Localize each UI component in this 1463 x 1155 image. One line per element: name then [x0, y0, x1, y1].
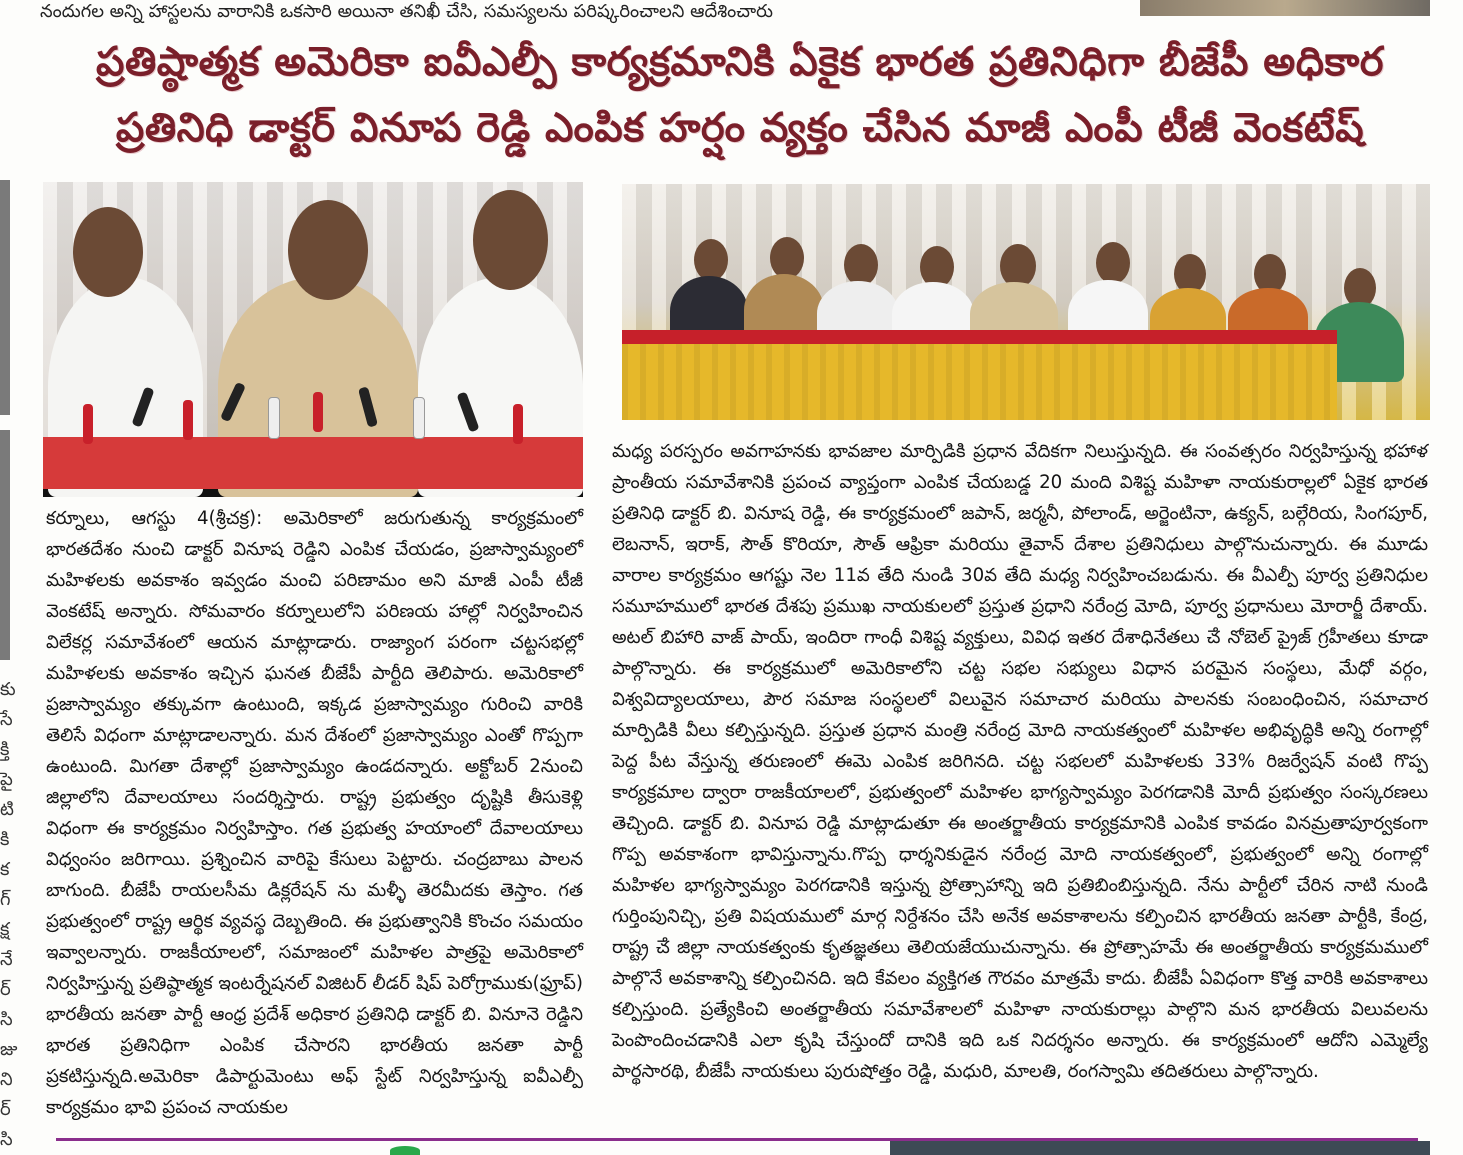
edge-char: క: [0, 859, 10, 880]
edge-char: నే: [0, 949, 13, 970]
edge-char: పై: [0, 769, 13, 790]
panel-photo: [622, 184, 1430, 420]
edge-char: ని: [0, 1069, 13, 1090]
person-left-head: [73, 207, 143, 297]
microphone: [313, 392, 323, 432]
article-text-left: కర్నూలు, ఆగస్టు 4(శ్రీచక్ర): అమెరికాలో జరుగుతున్న కార్యక్రమంలో భారతదేశం నుంచి డాక్టర్ వినూష రెడ్డిని ఎంపిక చేయడం, ప్రజాస్వామ్యంలో మహిళలకు అవకాశం ఇవ్వడం మంచి పరిణామం అని మాజీ ఎంపీ టీజీ వెంకటేష్ అన్నారు. సోమవారం కర్నూలులోని పరిణయ హాల్లో నిర్వహించిన విలేకర్ల సమావేశంలో ఆయన మాట్లాడారు. రాజ్యాంగ పరంగా చట్టసభల్లో మహిళలకు అవకాశం ఇచ్చిన ఘనత బీజేపీ పార్టీది తెలిపారు. అమెరికాలో ప్రజాస్వామ్యం తక్కువగా ఉంటుంది, ఇక్కడ ప్రజాస్వామ్యం గురించి వారికి తెలిసే విధంగా మాట్లాడాలన్నారు. మన దేశంలో ప్రజాస్వామ్యం ఎంతో గొప్పగా ఉంటుంది. మిగతా దేశాల్లో ప్రజాస్వామ్యం ఉండదన్నారు. అక్టోబర్ 2నుంచి జిల్లాలోని దేవాలయాలు సందర్శిస్తారు. రాష్ట్ర ప్రభుత్వం దృష్టికి తీసుకెళ్లి విధంగా ఈ కార్యక్రమం నిర్వహిస్తాం. గత ప్రభుత్వ హయాంలో దేవాలయాలు విధ్వంసం జరిగాయి. ప్రశ్నించిన వారిపై కేసులు పెట్టారు. చంద్రబాబు పాలన బాగుంది. బీజేపీ రాయలసీమ డిక్లరేషన్ ను మళ్ళీ తెరమీదకు తెస్తాం. గత ప్రభుత్వంలో రాష్ట్ర ఆర్థిక వ్యవస్థ దెబ్బతింది. ఈ ప్రభుత్వానికి కొంచం సమయం ఇవ్వాలన్నారు. రాజకీయాలలో, సమాజంలో మహిళల పాత్రపై అమెరికాలో నిర్వహిస్తున్న ప్రతిష్ఠాత్మక ఇంటర్నేషనల్ విజిటర్ లీడర్ షిప్ పెరోగ్రాముకు(ఫ్రూప్) భారతీయ జనతా పార్టీ ఆంధ్ర ప్రదేశ్ అధికార ప్రతినిధి డాక్టర్ బి. వినూనె రెడ్డిని భారత ప్రతినిధిగా ఎంపిక చేసారని భారతీయ జనతా పార్టీ ప్రకటిస్తున్నది.అమెరికా డిపార్టుమెంటు అఫ్ స్టేట్ నిర్వహిస్తున్న ఐవీఎల్పీ కార్యక్రమం భావి ప్రపంచ నాయకుల: [46, 508, 583, 1118]
top-photo-fragment: [1140, 0, 1430, 16]
edge-char: సి: [0, 1009, 13, 1030]
microphone: [268, 397, 280, 439]
panel-member-head: [770, 237, 804, 279]
person-center-head: [288, 200, 368, 300]
microphone: [413, 397, 425, 439]
headline-line-2: ప్రతినిధి డాక్టర్ వినూప రెడ్డి ఎంపిక హర్షం వ్యక్తం చేసిన మాజీ ఎంపీ టీజీ వెంకటేష్: [115, 105, 1365, 151]
microphone: [183, 400, 193, 440]
edge-char: ర్: [0, 1099, 11, 1120]
microphone: [513, 404, 523, 444]
article-column-left: [46, 503, 583, 1123]
previous-article-snippet: నందుగల అన్ని హాస్టలను వారానికి ఒకసారి అయినా తనిఖీ చేసి, సమస్యలను పరిష్కరించాలని ఆదేశించారు: [40, 1, 774, 22]
edge-char: కి: [0, 829, 10, 850]
article-column-right: [612, 436, 1428, 1087]
edge-char: ర్: [0, 979, 11, 1000]
yellow-table-cloth: [622, 334, 1337, 420]
headline-line-1: ప్రతిష్ఠాత్మక అమెరికా ఐవీఎల్పీ కార్యక్రమానికి ఏకైక భారత ప్రతినిధిగా బీజేపీ అధికార: [96, 39, 1384, 85]
press-meet-photo: [43, 182, 583, 497]
edge-char: సే: [0, 709, 13, 730]
edge-char: జు: [0, 1039, 18, 1060]
adjacent-column-edge: [0, 180, 18, 1150]
article-text-right: మధ్య పరస్పరం అవగాహనకు భావజాల మార్పిడికి ప్రధాన వేదికగా నిలుస్తున్నది. ఈ సంవత్సరం నిర్వహిస్తున్న భహాళ ప్రాంతీయ సమావేశానికి ప్రపంచ వ్యాప్తంగా ఎంపిక చేయబడ్డ 20 మంది విశిష్ట మహిళా నాయకురాల్లలో ఏకైక భారత ప్రతినిధి డాక్టర్ బి. వినూష రెడ్డి, ఈ కార్యక్రమంలో జపాన్, జర్మనీ, పోలాండ్, అర్జెంటినా, ఉక్యన్, బల్గేరియ, సింగపూర్, లెబనాన్, ఇరాక్, సౌత్ కొరియా, సౌత్ ఆఫ్రికా మరియు తైవాన్ దేశాల ప్రతినిధులు పాల్గొనుచున్నారు. ఈ మూడు వారాల కార్యక్రమం ఆగష్టు నెల 11వ తేది నుండి 30వ తేది మధ్య నిర్వహించబడును. ఈ వీఎల్పీ పూర్వ ప్రతినిధుల సమూహములో భారత దేశపు ప్రముఖ నాయకులలో ప్రస్తుత ప్రధాని నరేంద్ర మోది, పూర్వ ప్రధానులు మోరార్జీ దేశాయ్. అటల్ బిహారి వాజ్ పాయ్, ఇందిరా గాంధీ విశిష్ట వ్యక్తులు, వివిధ ఇతర దేశాధినేతలు ౘ నోబెల్ ప్రైజ్ గ్రహీతలు కూడా పాల్గొన్నారు. ఈ కార్యక్రములో అమెరికాలోని చట్ట సభల సభ్యులు విధాన పరమైన సంస్థలు, మేధో వర్గం, విశ్వవిద్యాలయాలు, పౌర సమాజ సంస్థలలో విలువైన సమాచార మరియు పాలనకు సంబంధించిన, సమాచార మార్పిడికి వీలు కల్పిస్తున్నది. ప్రస్తుత ప్రధాన మంత్రి నరేంద్ర మోది నాయకత్వంలో మహిళల అభివృద్ధికి అన్ని రంగాల్లో పెద్ద పీట వేస్తున్న తరుణంలో ఈమె ఎంపిక జరిగినది. చట్ట సభలలో మహిళలకు 33% రిజర్వేషన్ వంటి గొప్ప కార్యక్రమాల ద్వారా రాజకీయాలలో, ప్రభుత్వంలో మహిళల భాగ్యస్వామ్యం పెరగడానికి మోదీ ప్రభుత్వం సంస్కరణలు తెచ్చింది. డాక్టర్ బి. వినూప రెడ్డి మాట్లాడుతూ ఈ అంతర్జాతీయ కార్యక్రమానికి ఎంపిక కావడం వినమ్రతాపూర్వకంగా గొప్ప అవకాశంగా భావిస్తున్నాను.గొప్ప ధార్శనికుడైన నరేంద్ర మోది నాయకత్వంలో, ప్రభుత్వంలో అన్ని రంగాల్లో మహిళల భాగ్యస్వామ్యం పెరగడానికి ఇస్తున్న ప్రోత్సాహాన్ని ఇది ప్రతిబింబిస్తున్నది. నేను పార్టీలో చేరిన నాటి నుండి గుర్తింపునిచ్చి, ప్రతి విషయములో మార్గ నిర్దేశనం చేసి అనేక అవకాశాలను కల్పించిన భారతీయ జనతా పార్టీకి, కేంద్ర, రాష్ట్ర ౘ జిల్లా నాయకత్వంకు కృతజ్ఞతలు తెలియజేయుచున్నాను. ఈ ప్రోత్సాహమే ఈ అంతర్జాతీయ కార్యక్రమములో పాల్గొనే అవకాశాన్ని కల్పించినది. ఇది కేవలం వ్యక్తిగత గౌరవం మాత్రమే కాదు. బీజేపీ ఏవిధంగా కొత్త వారికి అవకాశాలు కల్పిస్తుంది. ప్రత్యేకించి అంతర్జాతీయ సమావేశాలలో మహిళా నాయకురాల్లు పాల్గొని మన భారతీయ విలువలను పెంపొందించడానికి ఎలా కృషి చేస్తుందో దానికి ఇది ఒక నిదర్శనం అన్నారు. ఈ కార్యక్రమంలో ఆదోని ఎమ్మెల్యే పార్థసారథి, బీజేపీ నాయకులు పురుషోత్తం రెడ్డి, మధురి, మాలతి, రంగస్వామి తదితరులు పాల్గొన్నారు.: [612, 441, 1428, 1082]
edge-photo-fragment: [0, 430, 10, 660]
edge-char: క్తి: [0, 739, 10, 760]
edge-char: టి: [0, 799, 14, 820]
person-right-head: [473, 190, 548, 290]
edge-text: [0, 675, 17, 1155]
edge-char: సి: [0, 1129, 13, 1150]
panel-member-head: [1096, 242, 1130, 284]
next-article-fragment: [390, 1146, 420, 1155]
edge-photo-fragment: [0, 180, 10, 415]
edge-char: గ్: [0, 889, 11, 910]
next-photo-fragment: [890, 1141, 1430, 1155]
panel-member-head: [844, 244, 878, 286]
edge-char: క్ష: [0, 919, 10, 940]
table-front: [43, 437, 583, 489]
edge-char: కు: [0, 679, 16, 700]
table-mic-row: [622, 330, 1337, 344]
microphone: [83, 404, 93, 444]
panel-member-head: [694, 239, 728, 281]
